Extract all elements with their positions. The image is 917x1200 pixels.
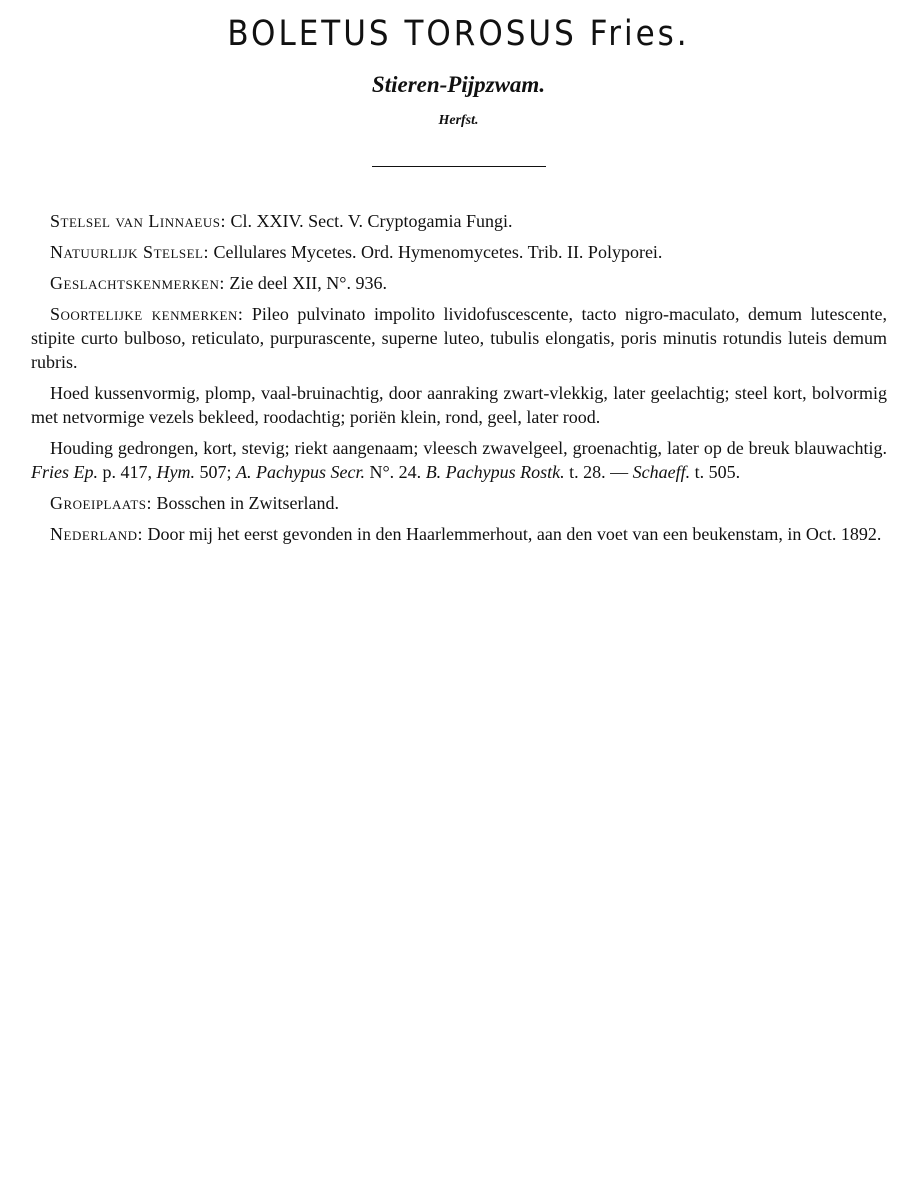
document-body xyxy=(31,209,887,553)
geslacht-label: Geslachtskenmerken: xyxy=(50,273,225,293)
groeiplaats-paragraph xyxy=(31,491,887,515)
season-label: Herfst. xyxy=(438,113,479,128)
natuurlijk-paragraph xyxy=(31,240,887,264)
reference-text-2: 507; xyxy=(195,462,237,482)
reference-schaeff: Schaeff. xyxy=(632,462,691,482)
natuurlijk-label: Natuurlijk Stelsel: xyxy=(50,242,209,262)
reference-fries: Fries Ep. xyxy=(31,462,98,482)
geslacht-text: Zie deel XII, N°. 936. xyxy=(224,273,387,293)
linnaeus-paragraph xyxy=(31,209,887,233)
reference-secr: A. Pachypus Secr. xyxy=(236,462,365,482)
reference-text-3: N°. 24. xyxy=(364,462,426,482)
hoed-text: Hoed kussenvormig, plomp, vaal-bruinachtig, door aanraking zwart-vlekkig, later geelachtig; steel kort, bolvormig met netvormige vezels bekleed, roodachtig; poriën klein, rond, geel, later rood. xyxy=(31,383,887,427)
soort-text: Pileo pulvinato impolito lividofuscescente, tacto nigro-maculato, demum lutescente, stipite curto bulboso, reticulato, purpurascente, superne luteo, tubulis elongatis, poris minutis rotundis luteis demum rubris. xyxy=(31,304,887,372)
nederland-paragraph xyxy=(31,522,887,546)
title-rule xyxy=(372,166,546,167)
hoed-paragraph xyxy=(31,381,887,429)
species-title: BOLETUS TOROSUS Fries. xyxy=(227,13,690,55)
soort-label: Soortelijke kenmerken: xyxy=(50,304,244,324)
groeiplaats-label: Groeiplaats: xyxy=(50,493,153,513)
dutch-name: Stieren-Pijpzwam. xyxy=(371,72,546,97)
reference-text-4: t. 28. — xyxy=(564,462,633,482)
linnaeus-text: Cl. XXIV. Sect. V. Cryptogamia Fungi. xyxy=(225,211,513,231)
reference-rostk: B. Pachypus Rostk. xyxy=(425,462,565,482)
nederland-text: Door mij het eerst gevonden in den Haarlemmerhout, aan den voet van een beukenstam, in Oct. 1892. xyxy=(143,524,882,544)
nederland-label: Nederland: xyxy=(50,524,144,544)
reference-text-5: t. 505. xyxy=(690,462,741,482)
reference-text-1: p. 417, xyxy=(98,462,157,482)
natuurlijk-text: Cellulares Mycetes. Ord. Hymenomycetes. Trib. II. Polyporei. xyxy=(209,242,663,262)
geslacht-paragraph xyxy=(31,271,887,295)
houding-text: Houding gedrongen, kort, stevig; riekt aangenaam; vleesch zwavelgeel, groenachtig, later op de breuk blauwachtig. xyxy=(50,438,887,458)
houding-paragraph xyxy=(31,436,887,484)
linnaeus-label: Stelsel van Linnaeus: xyxy=(50,211,226,231)
reference-hym: Hym. xyxy=(156,462,195,482)
soort-paragraph xyxy=(31,302,887,374)
groeiplaats-text: Bosschen in Zwitserland. xyxy=(152,493,339,513)
